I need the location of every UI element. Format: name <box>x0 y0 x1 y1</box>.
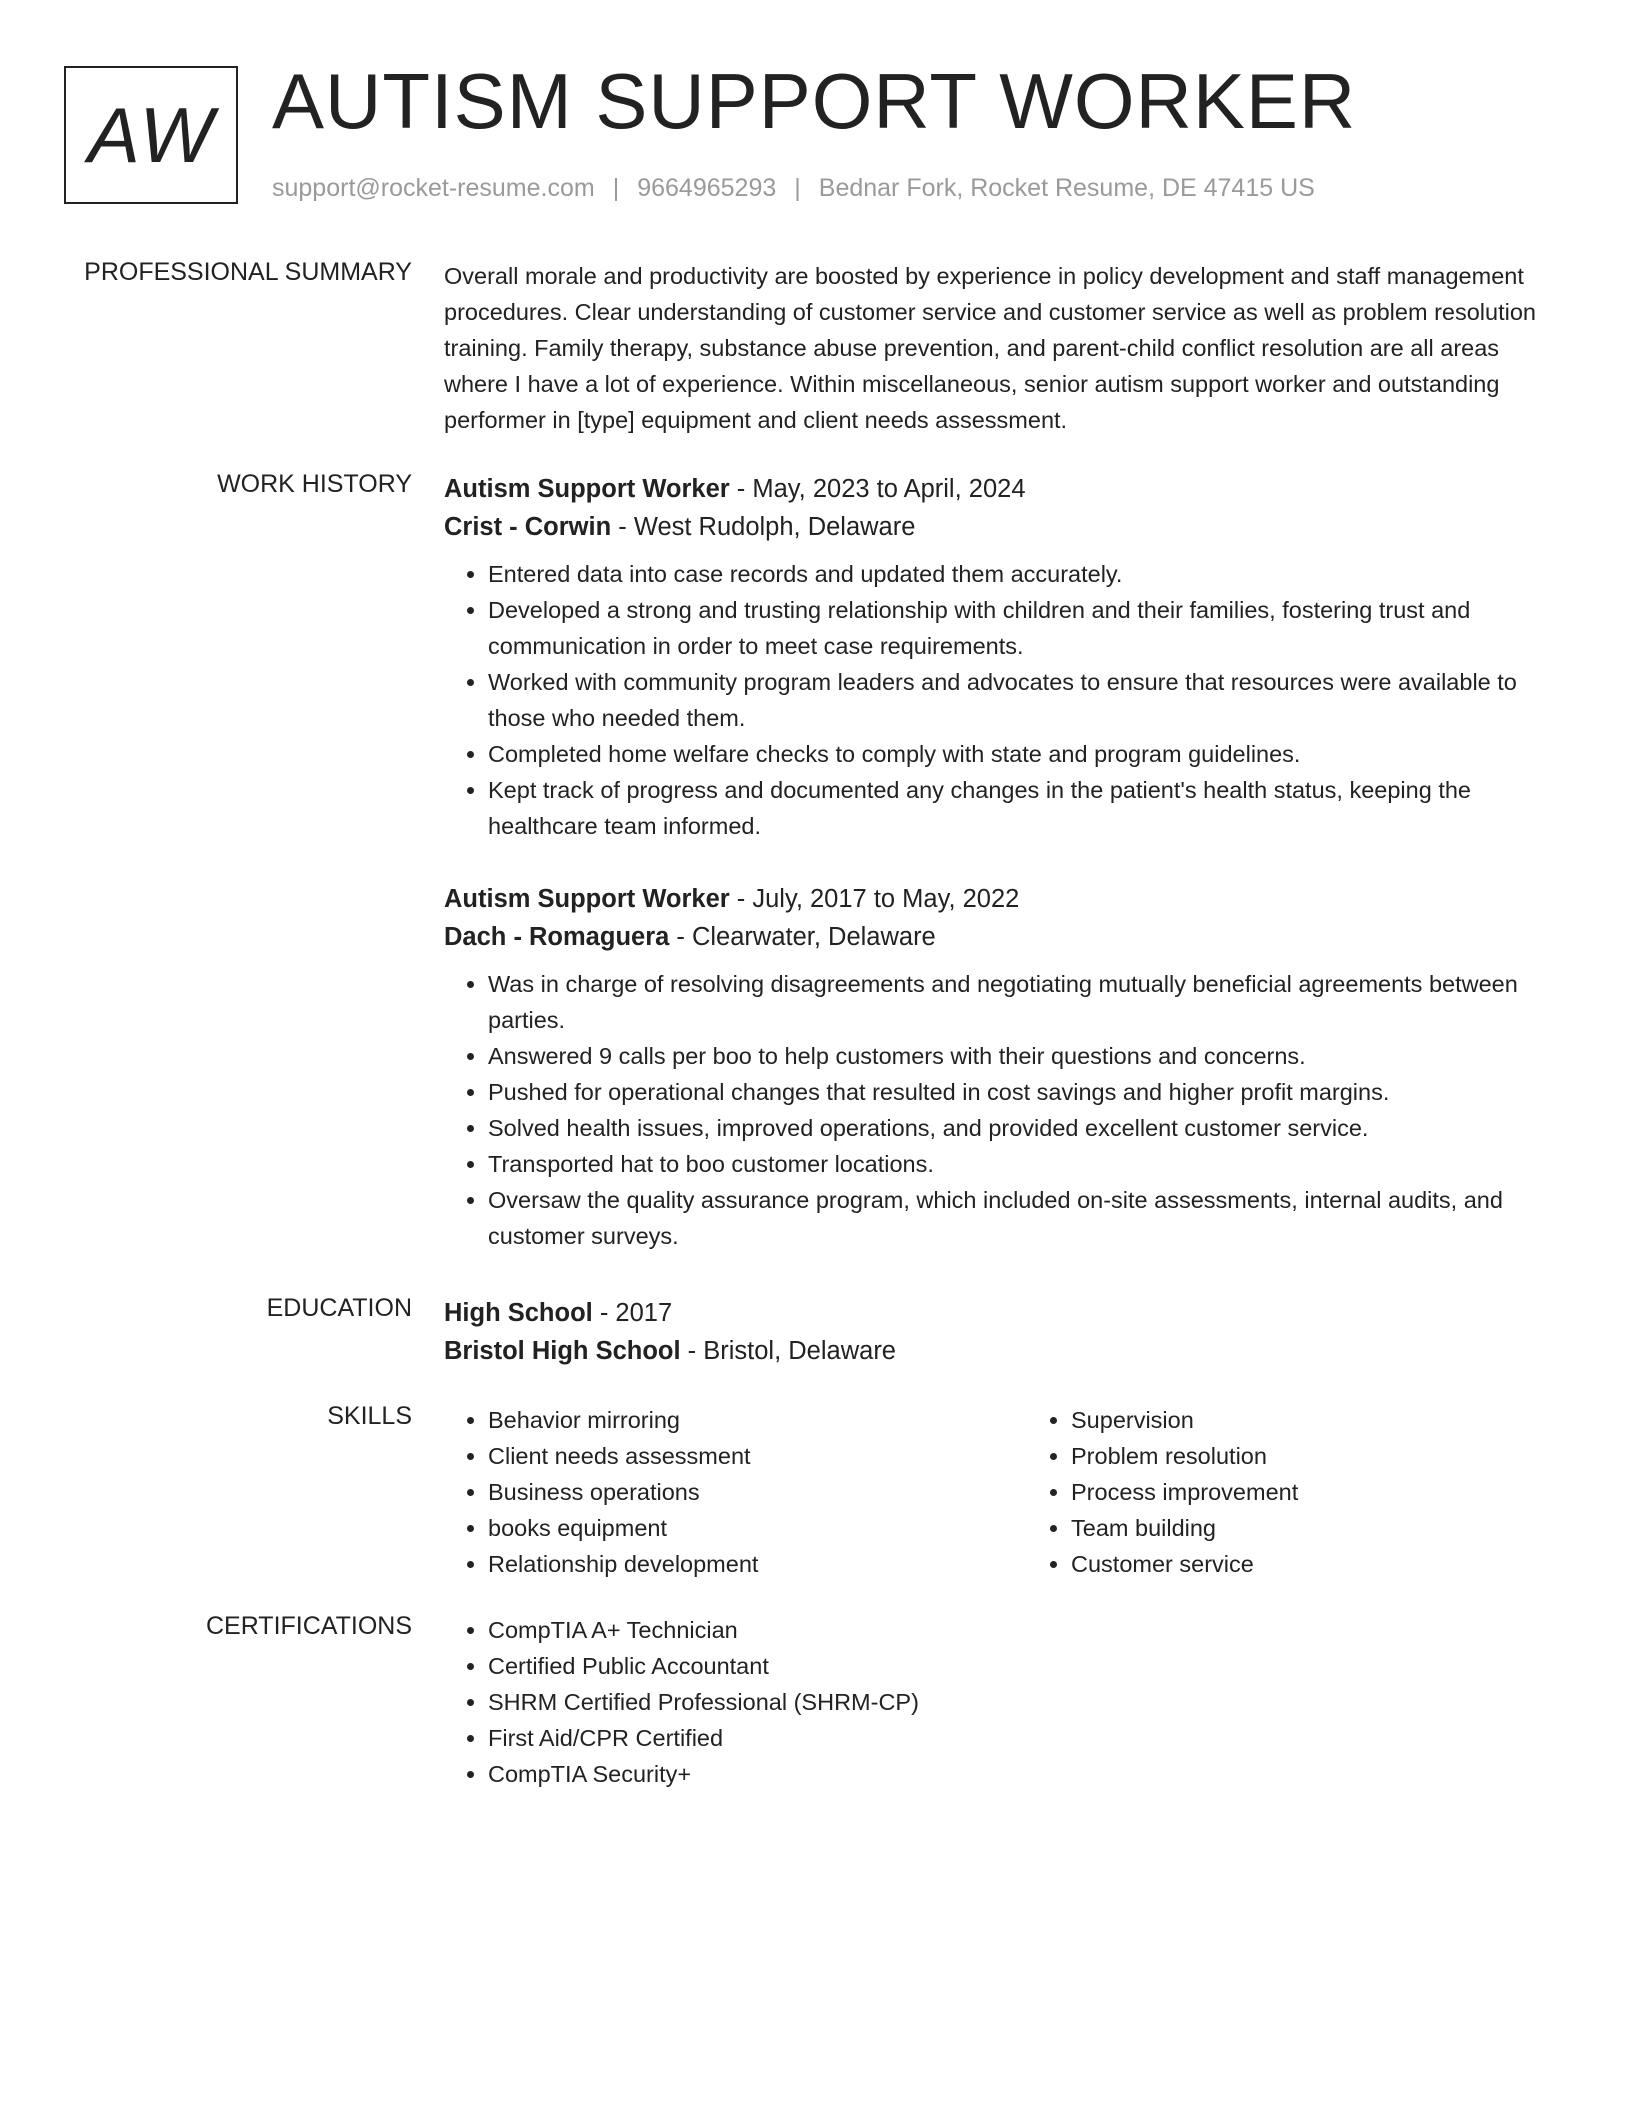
section-label-skills: SKILLS <box>327 1402 412 1430</box>
contact-separator: | <box>794 174 801 202</box>
job-dates: - May, 2023 to April, 2024 <box>729 475 1026 503</box>
job-title-line <box>444 470 1564 508</box>
job-company-line <box>444 918 1564 956</box>
job-bullet: • Answered 9 calls per boo to help customers with their questions and concerns. <box>488 1038 1564 1074</box>
job-title: Autism Support Worker <box>444 475 730 503</box>
certification-item: • CompTIA Security+ <box>488 1756 1564 1792</box>
skill-item: • Client needs assessment <box>488 1438 981 1474</box>
job-location: - Clearwater, Delaware <box>669 923 936 951</box>
job-bullet: • Entered data into case records and updated them accurately. <box>488 556 1564 592</box>
summary-text: Overall morale and productivity are boosted by experience in policy development and staff management procedures. Clear understanding of customer service and customer service as well as problem resolution training. Family therapy, substance abuse prevention, and parent-child conflict resolution are all areas where I have a lot of experience. Within miscellaneous, senior autism support worker and outstanding performer in [type] equipment and client needs assessment. <box>444 263 1536 433</box>
job-bullet: • Developed a strong and trusting relationship with children and their families, fostering trust and communication in order to meet case requirements. <box>488 592 1564 664</box>
education-year: - 2017 <box>592 1299 673 1327</box>
skill-item: • Behavior mirroring <box>488 1402 981 1438</box>
job-bullets <box>444 966 1564 1254</box>
section-label-summary: PROFESSIONAL SUMMARY <box>84 258 412 286</box>
job-bullet: • Was in charge of resolving disagreements and negotiating mutually beneficial agreements between parties. <box>488 966 1564 1038</box>
job-entry <box>444 880 1564 1254</box>
skill-item: • Relationship development <box>488 1546 981 1582</box>
education-degree-line <box>444 1294 1564 1332</box>
job-company: Crist - Corwin <box>444 513 612 541</box>
skill-item: • Customer service <box>1071 1546 1564 1582</box>
job-company-line <box>444 508 1564 546</box>
job-dates: - July, 2017 to May, 2022 <box>729 885 1020 913</box>
education-location: - Bristol, Delaware <box>680 1337 896 1365</box>
contact-address: Bednar Fork, Rocket Resume, DE 47415 US <box>818 174 1315 202</box>
skill-item: • Problem resolution <box>1071 1438 1564 1474</box>
section-label-education: EDUCATION <box>266 1294 412 1322</box>
contact-line <box>272 174 1315 203</box>
certifications-list <box>444 1612 1564 1792</box>
certification-item: • SHRM Certified Professional (SHRM-CP) <box>488 1684 1564 1720</box>
job-entry <box>444 470 1564 844</box>
job-bullet: • Solved health issues, improved operations, and provided excellent customer service. <box>488 1110 1564 1146</box>
skills-column-1 <box>444 1402 981 1582</box>
job-bullet: • Completed home welfare checks to comply with state and program guidelines. <box>488 736 1564 772</box>
job-bullet: • Kept track of progress and documented any changes in the patient's health status, keeping the healthcare team informed. <box>488 772 1564 844</box>
job-title-line <box>444 880 1564 918</box>
job-bullets <box>444 556 1564 844</box>
skill-item: • Business operations <box>488 1474 981 1510</box>
section-label-work: WORK HISTORY <box>217 470 412 498</box>
skill-item: • books equipment <box>488 1510 981 1546</box>
section-label-certifications: CERTIFICATIONS <box>205 1612 412 1640</box>
job-bullet: • Oversaw the quality assurance program, which included on-site assessments, internal audits, and customer surveys. <box>488 1182 1564 1254</box>
monogram-logo: AW <box>64 66 238 204</box>
certification-item: • First Aid/CPR Certified <box>488 1720 1564 1756</box>
job-bullet: • Transported hat to boo customer locations. <box>488 1146 1564 1182</box>
education-school: Bristol High School <box>444 1337 681 1365</box>
skill-item: • Team building <box>1071 1510 1564 1546</box>
job-company: Dach - Romaguera <box>444 923 670 951</box>
certification-item: • CompTIA A+ Technician <box>488 1612 1564 1648</box>
skills-column-2 <box>1027 1402 1564 1582</box>
resume-title: AUTISM SUPPORT WORKER <box>272 57 1357 145</box>
certification-item: • Certified Public Accountant <box>488 1648 1564 1684</box>
job-bullet: • Worked with community program leaders and advocates to ensure that resources were available to those who needed them. <box>488 664 1564 736</box>
skill-item: • Process improvement <box>1071 1474 1564 1510</box>
job-location: - West Rudolph, Delaware <box>611 513 916 541</box>
education-school-line <box>444 1332 1564 1370</box>
job-bullet: • Pushed for operational changes that resulted in cost savings and higher profit margins. <box>488 1074 1564 1110</box>
job-title: Autism Support Worker <box>444 885 730 913</box>
skill-item: • Supervision <box>1071 1402 1564 1438</box>
contact-email: support@rocket-resume.com <box>272 174 595 202</box>
education-degree: High School <box>444 1299 593 1327</box>
contact-separator: | <box>612 174 620 202</box>
contact-phone: 9664965293 <box>637 174 777 202</box>
